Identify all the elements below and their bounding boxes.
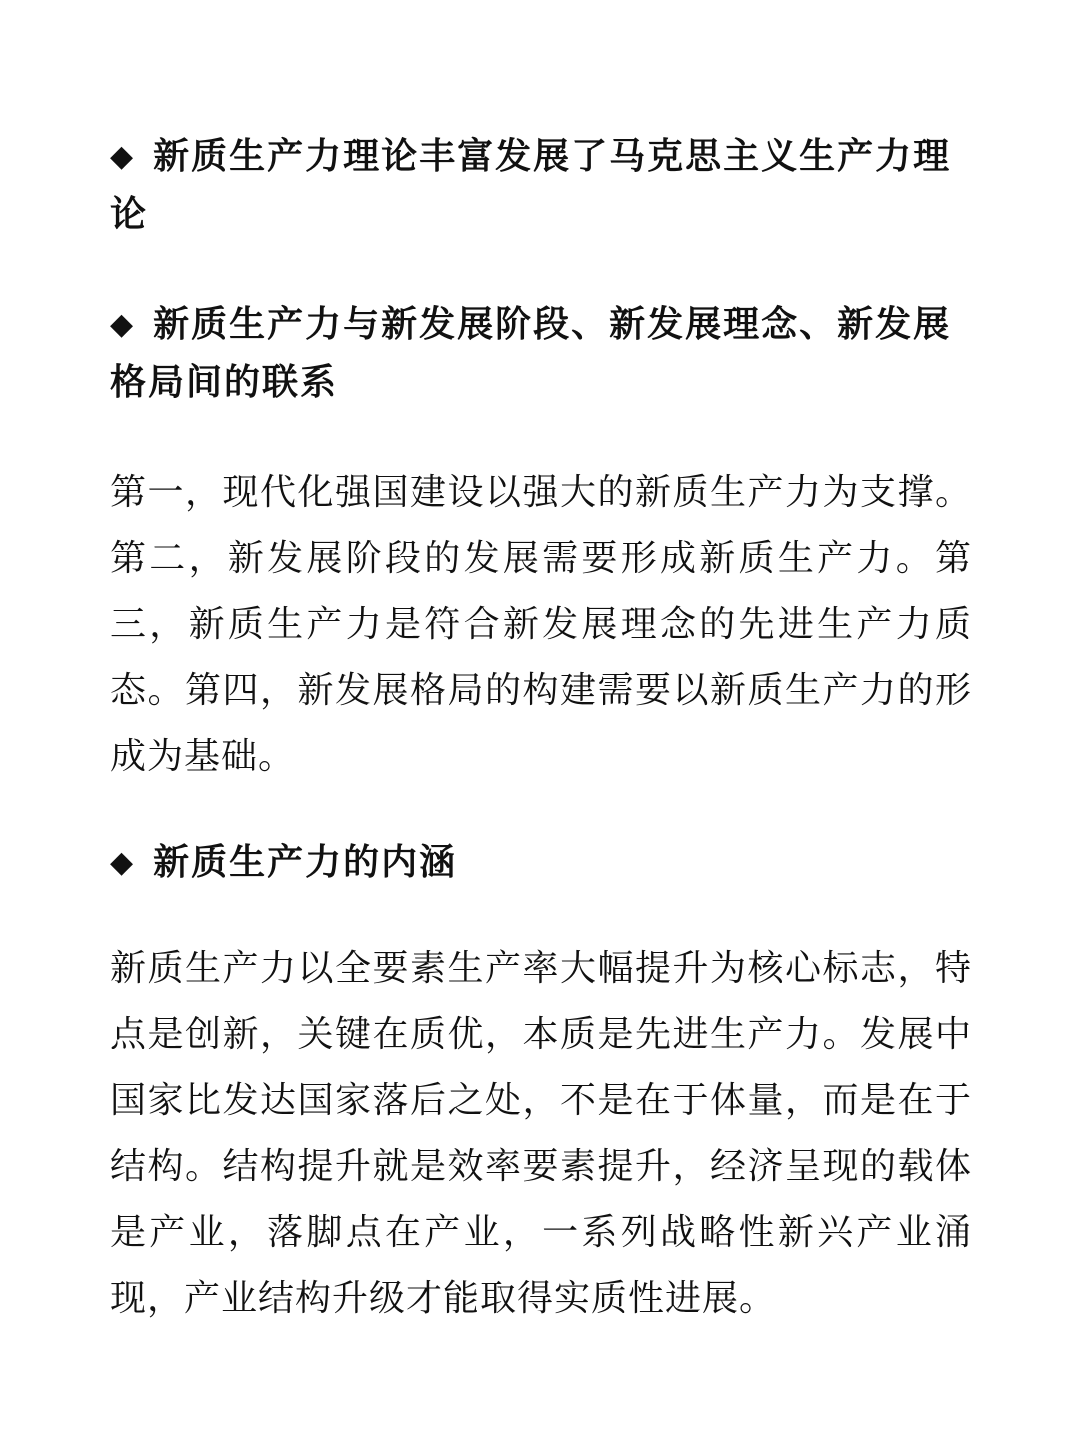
diamond-bullet-icon: ◆ (110, 845, 136, 880)
section-heading-theory (110, 128, 972, 244)
paragraph-connection-points: 第一，现代化强国建设以强大的新质生产力为支撑。第二，新发展阶段的发展需要形成新质生产力。第三，新质生产力是符合新发展理念的先进生产力质态。第四，新发展格局的构建需要以新质生产力的形成为基础。 (110, 472, 972, 777)
diamond-bullet-icon: ◆ (110, 307, 136, 342)
paragraph-connotation: 新质生产力以全要素生产率大幅提升为核心标志，特点是创新，关键在质优，本质是先进生产力。发展中国家比发达国家落后之处，不是在于体量，而是在于结构。结构提升就是效率要素提升，经济呈现的载体是产业，落脚点在产业，一系列战略性新兴产业涌现，产业结构升级才能取得实质性进展。 (110, 948, 972, 1319)
heading-text: 新质生产力理论丰富发展了马克思主义生产力理论 (110, 136, 952, 235)
document-page (110, 128, 972, 1332)
section-heading-connotation (110, 834, 972, 892)
heading-text: 新质生产力的内涵 (153, 842, 458, 883)
heading-text: 新质生产力与新发展阶段、新发展理念、新发展格局间的联系 (110, 304, 952, 403)
diamond-bullet-icon: ◆ (110, 139, 136, 174)
section-heading-connection (110, 296, 972, 412)
